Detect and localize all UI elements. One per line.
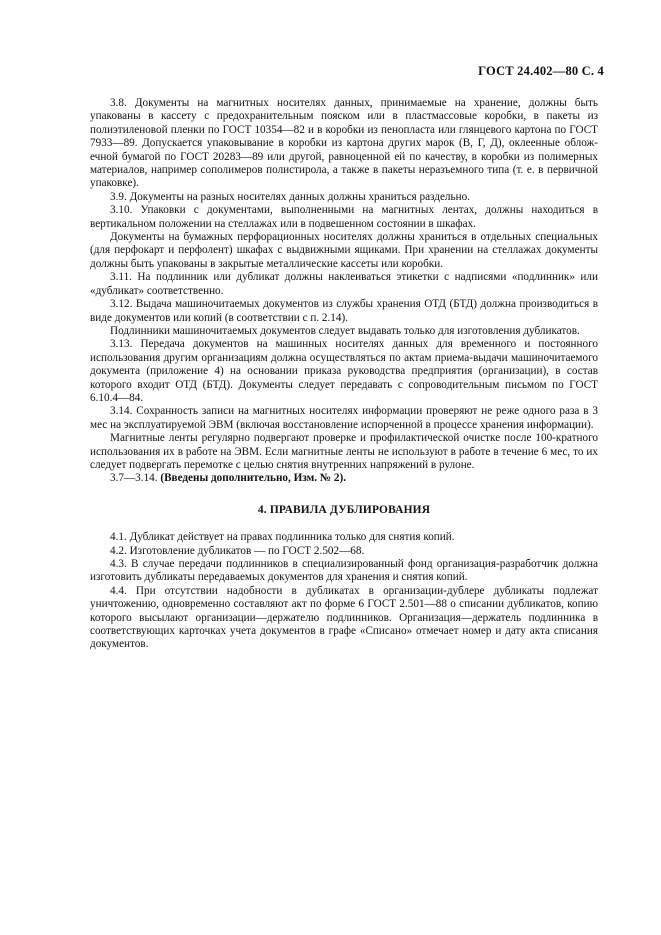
paragraph-4-1: 4.1. Дубликат действует на правах подлинника только для снятия копий. (110, 531, 455, 544)
amendment-note (90, 472, 598, 485)
paragraph-3-11: 3.11. На подлинник или дубликат должны наклеиваться этикетки с надписями «подлинник» или «дубликат» соответственно. (90, 271, 598, 297)
paragraph-3-13: 3.13. Передача документов на машинных носителях данных для временного и постоянного использования другим организациям должна осуществляться по актам приема-выдачи машиночитаемого документа (приложение 4) на основании приказа руководства предприятия (организации), в состав которого входит ОТД (БТД). Документы следует передавать с сопроводительным письмом по ГОСТ 6.10.4—84. (90, 338, 598, 404)
amendment-prefix: 3.7—3.14. (110, 472, 161, 485)
paragraph-3-10: 3.10. Упаковки с документами, выполненными на магнитных лентах, должны находиться в вертикальном положении на стеллажах или в подвешенном состоянии в шкафах. (90, 204, 598, 230)
paragraph-3-12: 3.12. Выдача машиночитаемых документов из службы хранения ОТД (БТД) должна производиться в виде документов или копий (в соответствии с п. 2.14). (90, 298, 598, 324)
paragraph-4-2: 4.2. Изготовление дубликатов — по ГОСТ 2.502—68. (110, 544, 365, 557)
page-header: ГОСТ 24.402—80 С. 4 (478, 64, 604, 78)
paragraph-4-3: 4.3. В случае передачи подлинников в специализированный фонд организация-разработчик должна изготовить дубликаты передаваемых документов для хранения и снятия копий. (90, 558, 598, 584)
paragraph-3-9: 3.9. Документы на разных носителях данных должны храниться раздельно. (110, 190, 470, 203)
paragraph-4-4: 4.4. При отсутствии надобности в дубликатах в организации-дублере дубликаты подлежат уничтожению, одновременно составляют акт по форме 6 ГОСТ 2.501—88 о списании дубликатов, копию которого высылают организации—держателю подлинников. Организация—держатель подлинника в соответствующих карточках учета документов в графе «Списано» отмечает номер и дату акта списания документов. (90, 584, 598, 651)
section-title: 4. ПРАВИЛА ДУБЛИРОВАНИЯ (257, 503, 431, 516)
paragraph-3-12-continued: Подлинники машиночитаемых документов следует выдавать только для изготовления дубликатов. (110, 324, 580, 337)
document-body (90, 97, 598, 652)
paragraph-3-10-continued: Документы на бумажных перфорационных носителях должны храниться в отдельных специальных (для перфокарт и перфолент) шкафах с выдвижными ящиками. При хранении на стеллажах документы должны быть упакованы в закрытые металлические кассеты или коробки. (90, 231, 598, 270)
amendment-text: (Введены дополнительно, Изм. № 2). (160, 472, 347, 485)
paragraph-3-8: 3.8. Документы на магнитных носителях данных, принимаемые на хранение, должны быть упакованы в кассету с предохранительным пояском или в пластмассовые коробки, в пакеты из полиэтиленовой пленки по ГОСТ 10354—82 и в коробки из пенопласта или глянцевого картона по ГОСТ 7933—89. Допускается упаковывание в коробки из картона других марок (В, Г, Д), оклеенные обложечной бумагой по ГОСТ 20283—89 или другой, равноценной ей по качеству, в коробки из полимерных материалов, например сополимеров полистирола, а также в пакеты неразъемного типа (т. е. в первичной упаковке). (90, 97, 598, 190)
paragraph-3-14: 3.14. Сохранность записи на магнитных носителях информации проверяют не реже одного раза в 3 мес на эксплуатируемой ЭВМ (включая восстановление испорченной в процессе хранения информации). (90, 405, 598, 431)
paragraph-3-14-continued: Магнитные ленты регулярно подвергают проверке и профилактической очистке после 100-кратного использования их в работе на ЭВМ. Если магнитные ленты не используют в работе в течение 6 мес, то их следует подвергать перемотке с целью снятия внутренних напряжений в рулоне. (90, 432, 598, 471)
